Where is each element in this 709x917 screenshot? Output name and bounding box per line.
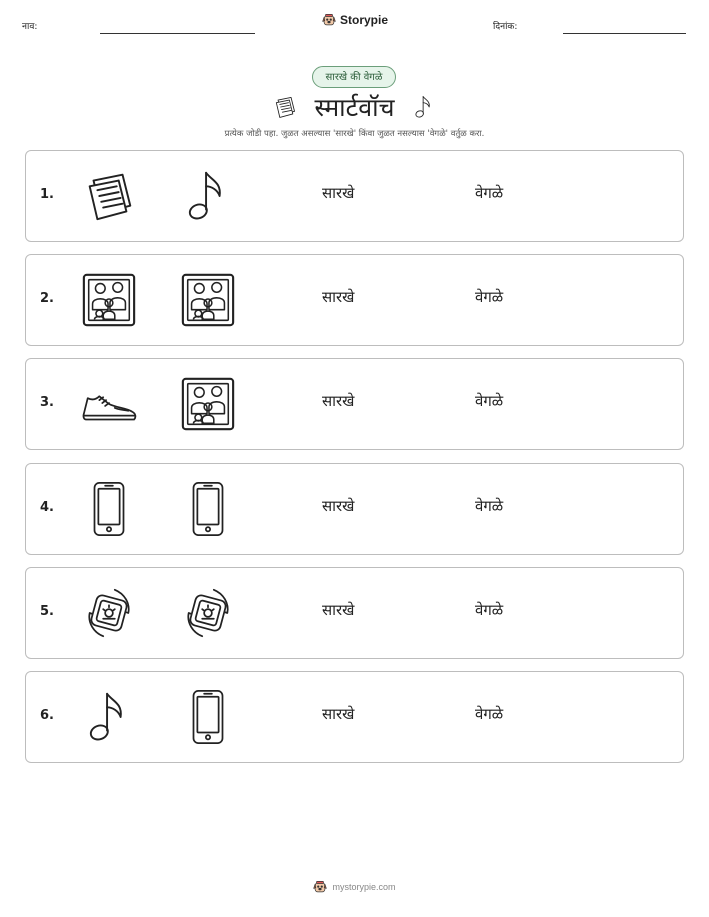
question-row-3: [25, 358, 684, 450]
family-photo-icon: [179, 271, 237, 329]
music-note-icon: [411, 94, 437, 120]
question-row-1: [25, 150, 684, 242]
smartphone-icon: [80, 480, 138, 538]
name-label: नाव:: [22, 22, 38, 32]
different-option[interactable]: वेगळे: [475, 705, 504, 723]
row-number: 6.: [40, 708, 54, 723]
footer-site[interactable]: mystorypie.com: [332, 882, 396, 892]
different-option[interactable]: वेगळे: [475, 288, 504, 306]
question-row-6: [25, 671, 684, 763]
worksheet-title: स्मार्टवॉच: [314, 93, 395, 122]
question-row-2: [25, 254, 684, 346]
row-number: 5.: [40, 604, 54, 619]
row-number: 1.: [40, 187, 54, 202]
same-option[interactable]: सारखे: [322, 601, 355, 619]
same-option[interactable]: सारखे: [322, 497, 355, 515]
category-badge: सारखे की वेगळे: [312, 66, 396, 88]
same-option[interactable]: सारखे: [322, 288, 355, 306]
brand-logo: [322, 13, 388, 27]
instructions: प्रत्येक जोडी पहा. जुळत असल्यास 'सारखे' किंवा जुळत नसल्यास 'वेगळे' वर्तुळ करा.: [224, 129, 485, 139]
sneaker-icon: [80, 375, 138, 433]
notebook-icon: [272, 94, 298, 120]
name-field-line[interactable]: [100, 33, 255, 34]
dog-mascot-icon: [313, 880, 327, 894]
smartwatch-icon: [80, 584, 138, 642]
smartwatch-icon: [179, 584, 237, 642]
notebook-icon: [80, 167, 138, 225]
date-label: दिनांक:: [493, 22, 518, 32]
same-option[interactable]: सारखे: [322, 705, 355, 723]
footer: [0, 880, 709, 894]
music-note-icon: [80, 688, 138, 746]
dog-mascot-icon: [322, 13, 336, 27]
brand-name: Storypie: [340, 13, 389, 27]
question-row-5: [25, 567, 684, 659]
different-option[interactable]: वेगळे: [475, 392, 504, 410]
same-option[interactable]: सारखे: [322, 184, 355, 202]
family-photo-icon: [80, 271, 138, 329]
same-option[interactable]: सारखे: [322, 392, 355, 410]
different-option[interactable]: वेगळे: [475, 601, 504, 619]
title-row: [0, 90, 709, 124]
music-note-icon: [179, 167, 237, 225]
row-number: 4.: [40, 500, 54, 515]
date-field-line[interactable]: [563, 33, 686, 34]
family-photo-icon: [179, 375, 237, 433]
smartphone-icon: [179, 688, 237, 746]
smartphone-icon: [179, 480, 237, 538]
different-option[interactable]: वेगळे: [475, 184, 504, 202]
different-option[interactable]: वेगळे: [475, 497, 504, 515]
question-row-4: [25, 463, 684, 555]
row-number: 3.: [40, 395, 54, 410]
row-number: 2.: [40, 291, 54, 306]
